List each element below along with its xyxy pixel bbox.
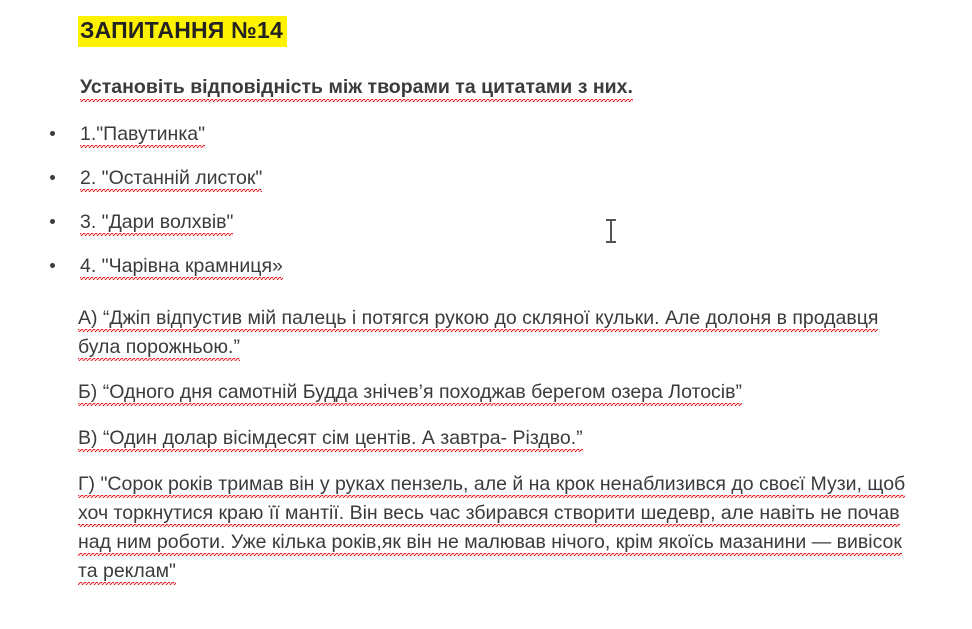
quote-paragraph-v: [78, 424, 908, 453]
quote-paragraph-b: [78, 378, 908, 407]
list-item: [40, 252, 930, 296]
list-item: [40, 120, 930, 164]
quote-text: Б) “Одного дня самотній Будда знічев’я походжав берегом озера Лотосів”: [78, 381, 742, 406]
bullet-icon: [50, 131, 55, 136]
list-item: [40, 164, 930, 208]
text-cursor-icon: [606, 218, 616, 244]
cursor-stem: [610, 220, 612, 242]
instruction-text: Установіть відповідність між творами та цитатами з них.: [80, 76, 633, 102]
page-title: ЗАПИТАННЯ №14: [78, 16, 287, 47]
quote-paragraph-g: [78, 470, 908, 586]
list-item-label: 4. "Чарівна крамниця»: [80, 255, 283, 280]
quote-text: Г) "Сорок років тримав він у руках пензель, але й на крок ненаблизився до своєї Музи, щоб хоч торкнутися краю її мантії. Він весь час збирався створити шедевр, але навіть не почав над ним роботи. Уже кілька років,як він не малював нічого, крім якоїсь мазанини — вивісок та реклам": [78, 473, 905, 585]
list-item: [40, 208, 930, 252]
quote-text: А) “Джіп відпустив мій палець і потягся рукою до скляної кульки. Але долоня в продавця була порожньою.”: [78, 307, 878, 361]
bullet-icon: [50, 175, 55, 180]
list-item-label: 2. "Останній листок": [80, 167, 262, 192]
quote-text: В) “Один долар вісімдесят сім центів. А завтра- Різдво.”: [78, 427, 583, 452]
bullet-icon: [50, 219, 55, 224]
quote-paragraph-a: [78, 304, 908, 362]
list-item-label: 3. "Дари волхвів": [80, 211, 233, 236]
list-item-label: 1."Павутинка": [80, 123, 205, 148]
bullet-icon: [50, 263, 55, 268]
cursor-bottom-bar: [606, 241, 616, 243]
work-list: [40, 120, 930, 296]
